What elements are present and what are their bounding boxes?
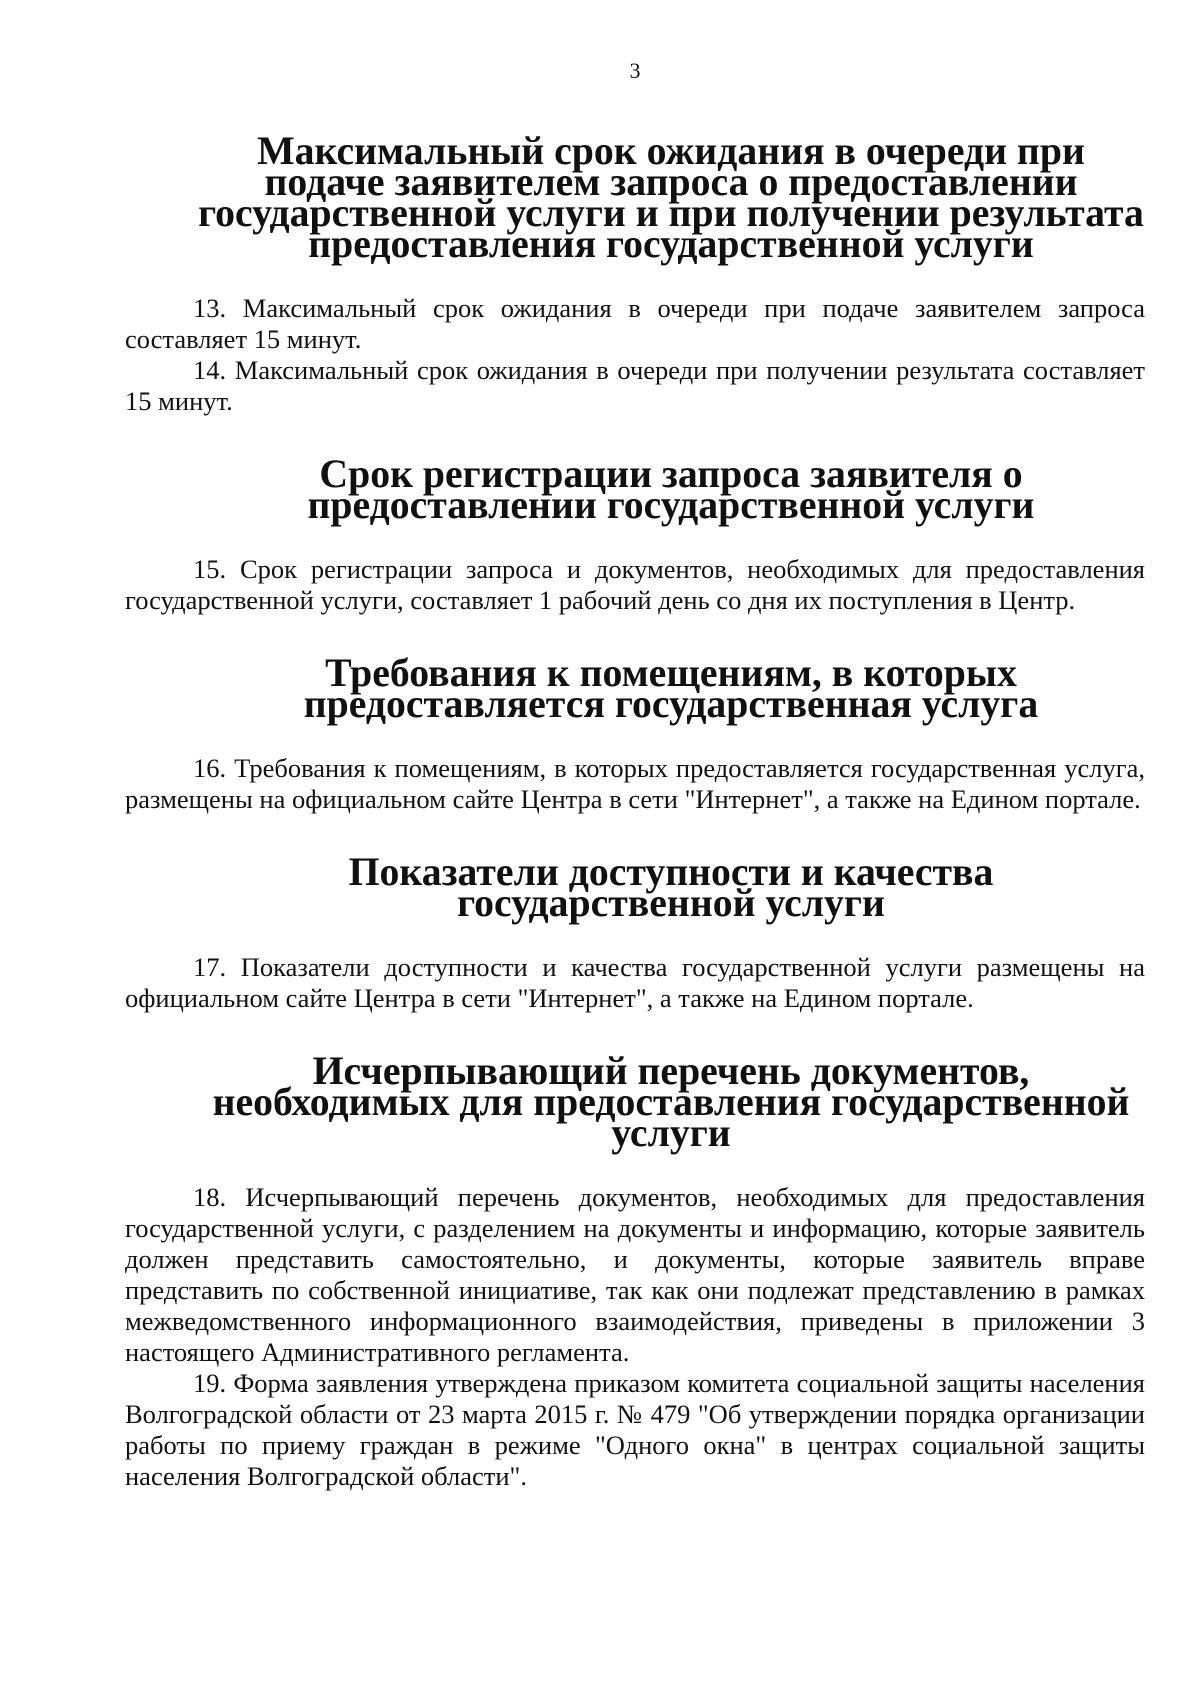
paragraph-17: 17. Показатели доступности и качества государственной услуги размещены на официальном сайте Центра в сети "Интернет", а также на Едином портале. [125, 952, 1145, 1013]
section-heading: Исчерпывающий перечень документов, необходимых для предоставления государственной услуги [212, 1049, 1130, 1155]
section-heading: Максимальный срок ожидания в очереди при подаче заявителем запроса о предоставлении государственной услуги и при получении результата предоставления государственной услуги [198, 129, 1144, 266]
section-heading: Показатели доступности и качества государственной услуги [348, 850, 994, 925]
page-number: 3 [629, 58, 641, 83]
section-required-documents [125, 1049, 1145, 1492]
paragraph-19: 19. Форма заявления утверждена приказом комитета социальной защиты населения Волгоградской области от 23 марта 2015 г. № 479 "Об утверждении порядка организации работы по приему граждан в режиме "Одного окна" в центрах социальной защиты населения Волгоградской области". [125, 1368, 1145, 1491]
section-premises-requirements [125, 651, 1145, 815]
paragraph-15: 15. Срок регистрации запроса и документов, необходимых для предоставления государственной услуги, составляет 1 рабочий день со дня их поступления в Центр. [125, 554, 1145, 615]
section-request-registration [125, 452, 1145, 616]
section-queue-waiting-time [125, 129, 1145, 417]
section-heading: Срок регистрации запроса заявителя о предоставлении государственной услуги [307, 452, 1035, 527]
document-body [125, 129, 1145, 1492]
paragraph-13: 13. Максимальный срок ожидания в очереди при подаче заявителем запроса составляет 15 минут. [125, 293, 1145, 354]
section-heading: Требования к помещениям, в которых предоставляется государственная услуга [303, 651, 1039, 726]
section-quality-indicators [125, 850, 1145, 1014]
paragraph-18: 18. Исчерпывающий перечень документов, необходимых для предоставления государственной услуги, с разделением на документы и информацию, которые заявитель должен представить самостоятельно, и документы, которые заявитель вправе представить по собственной инициативе, так как они подлежат представлению в рамках межведомственного информационного взаимодействия, приведены в приложении 3 настоящего Административного регламента. [125, 1182, 1145, 1367]
paragraph-14: 14. Максимальный срок ожидания в очереди при получении результата составляет 15 минут. [125, 355, 1145, 416]
paragraph-16: 16. Требования к помещениям, в которых предоставляется государственная услуга, размещены на официальном сайте Центра в сети "Интернет", а также на Едином портале. [125, 753, 1145, 814]
